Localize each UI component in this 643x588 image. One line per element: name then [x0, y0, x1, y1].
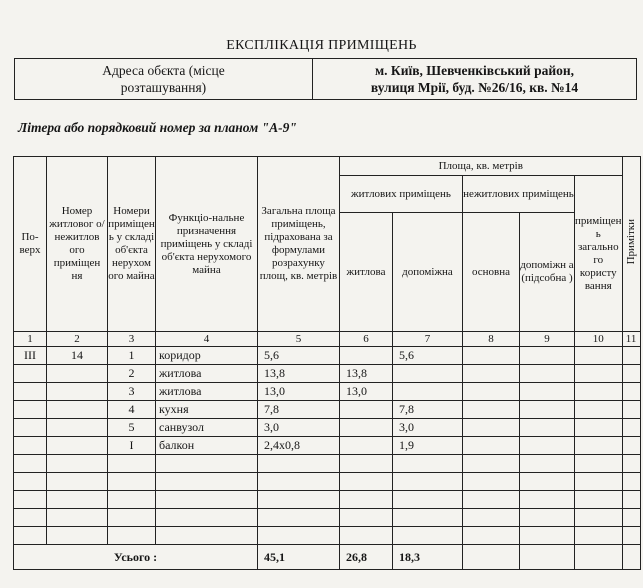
room-number-cell — [108, 509, 156, 527]
living-area-cell — [340, 419, 393, 437]
main-area-cell — [463, 509, 520, 527]
notes-cell — [622, 401, 640, 419]
plan-letter: Літера або порядковий номер за планом "А-9" — [18, 120, 297, 135]
premise-number-cell — [47, 419, 108, 437]
address-label-line1: Адреса обєкта (місце — [102, 63, 225, 78]
living-area-cell — [340, 347, 393, 365]
total-living: 26,8 — [340, 545, 393, 570]
auxiliary-area-cell — [393, 527, 463, 545]
living-area-cell: 13,8 — [340, 365, 393, 383]
main-area-cell — [463, 365, 520, 383]
common-use-cell — [575, 419, 623, 437]
function-cell — [156, 455, 258, 473]
common-use-cell — [575, 347, 623, 365]
room-number-cell: 2 — [108, 365, 156, 383]
auxiliary-utility-cell — [520, 455, 575, 473]
auxiliary-area-cell — [393, 455, 463, 473]
total-area-cell — [258, 491, 340, 509]
premise-number-cell: 14 — [47, 347, 108, 365]
notes-cell — [622, 365, 640, 383]
header-notes-label: Примітки — [624, 219, 637, 265]
total-area-cell: 5,6 — [258, 347, 340, 365]
common-use-cell — [575, 365, 623, 383]
header-nonliving: нежитлових приміщень — [463, 176, 575, 213]
premise-number-cell — [47, 473, 108, 491]
table-row — [14, 365, 641, 383]
room-number-cell: I — [108, 437, 156, 455]
total-area-cell: 13,0 — [258, 383, 340, 401]
notes-cell — [622, 437, 640, 455]
header-auxiliary-utility: допоміжн а (підсобна ) — [520, 213, 575, 332]
table-row — [14, 419, 641, 437]
living-area-cell — [340, 437, 393, 455]
column-number: 3 — [108, 332, 156, 347]
column-number: 10 — [575, 332, 623, 347]
floor-cell — [14, 383, 47, 401]
main-area-cell — [463, 527, 520, 545]
floor-cell — [14, 509, 47, 527]
header-main: основна — [463, 213, 520, 332]
common-use-cell — [575, 383, 623, 401]
column-numbers-row — [14, 332, 641, 347]
living-area-cell — [340, 473, 393, 491]
notes-cell — [622, 347, 640, 365]
premise-number-cell — [47, 455, 108, 473]
room-number-cell: 3 — [108, 383, 156, 401]
column-number: 2 — [47, 332, 108, 347]
total-area-cell: 13,8 — [258, 365, 340, 383]
function-cell: житлова — [156, 383, 258, 401]
column-number: 9 — [520, 332, 575, 347]
auxiliary-area-cell — [393, 509, 463, 527]
premise-number-cell — [47, 383, 108, 401]
room-number-cell — [108, 527, 156, 545]
auxiliary-utility-cell — [520, 401, 575, 419]
table-row — [14, 437, 641, 455]
address-value — [313, 59, 637, 100]
notes-cell — [622, 419, 640, 437]
function-cell — [156, 473, 258, 491]
address-value-line2: вулиця Мрії, буд. №26/16, кв. №14 — [370, 80, 579, 95]
table-row — [14, 455, 641, 473]
floor-cell: III — [14, 347, 47, 365]
main-area-cell — [463, 491, 520, 509]
column-number: 5 — [258, 332, 340, 347]
auxiliary-utility-cell — [520, 383, 575, 401]
function-cell — [156, 509, 258, 527]
column-number: 1 — [14, 332, 47, 347]
document-title: ЕКСПЛІКАЦІЯ ПРИМІЩЕНЬ — [226, 38, 417, 53]
room-number-cell: 4 — [108, 401, 156, 419]
auxiliary-area-cell: 1,9 — [393, 437, 463, 455]
column-number: 11 — [622, 332, 640, 347]
total-auxiliary: 18,3 — [393, 545, 463, 570]
living-area-cell — [340, 491, 393, 509]
main-area-cell — [463, 383, 520, 401]
floor-cell — [14, 401, 47, 419]
header-common-use: приміщен ь загально го користу вання — [575, 176, 623, 332]
header-premise-number: Номер житловог о/ нежитлов ого приміщен ня — [47, 157, 108, 332]
floor-cell — [14, 437, 47, 455]
floor-cell — [14, 527, 47, 545]
auxiliary-utility-cell — [520, 509, 575, 527]
header-function: Функціо-нальне призначення приміщень у складі об'єкта нерухомого майна — [156, 157, 258, 332]
total-row — [14, 545, 641, 570]
table-row — [14, 383, 641, 401]
common-use-cell — [575, 473, 623, 491]
table-row — [14, 347, 641, 365]
function-cell: житлова — [156, 365, 258, 383]
auxiliary-area-cell: 5,6 — [393, 347, 463, 365]
notes-cell — [622, 527, 640, 545]
main-area-cell — [463, 455, 520, 473]
header-room-numbers: Номери приміщен ь у складі об'єкта нерухом ого майна — [108, 157, 156, 332]
auxiliary-area-cell — [393, 383, 463, 401]
total-area: 45,1 — [258, 545, 340, 570]
table-row — [14, 527, 641, 545]
room-number-cell — [108, 455, 156, 473]
notes-cell — [622, 455, 640, 473]
function-cell: коридор — [156, 347, 258, 365]
total-area-cell: 2,4x0,8 — [258, 437, 340, 455]
auxiliary-area-cell: 3,0 — [393, 419, 463, 437]
room-number-cell: 1 — [108, 347, 156, 365]
auxiliary-utility-cell — [520, 419, 575, 437]
room-number-cell — [108, 491, 156, 509]
premise-number-cell — [47, 437, 108, 455]
living-area-cell — [340, 455, 393, 473]
auxiliary-utility-cell — [520, 491, 575, 509]
living-area-cell — [340, 527, 393, 545]
total-area-cell — [258, 455, 340, 473]
floor-cell — [14, 455, 47, 473]
main-area-cell — [463, 473, 520, 491]
auxiliary-utility-cell — [520, 365, 575, 383]
auxiliary-utility-cell — [520, 527, 575, 545]
auxiliary-area-cell — [393, 473, 463, 491]
header-living-area: житлова — [340, 213, 393, 332]
auxiliary-area-cell — [393, 365, 463, 383]
header-auxiliary-area: допоміжна — [393, 213, 463, 332]
auxiliary-utility-cell — [520, 473, 575, 491]
column-number: 8 — [463, 332, 520, 347]
total-area-cell: 7,8 — [258, 401, 340, 419]
auxiliary-utility-cell — [520, 437, 575, 455]
column-number: 6 — [340, 332, 393, 347]
floor-cell — [14, 365, 47, 383]
common-use-cell — [575, 509, 623, 527]
floor-cell — [14, 473, 47, 491]
function-cell: санвузол — [156, 419, 258, 437]
function-cell: кухня — [156, 401, 258, 419]
common-use-cell — [575, 455, 623, 473]
total-area-cell — [258, 509, 340, 527]
notes-cell — [622, 473, 640, 491]
total-area-cell — [258, 473, 340, 491]
total-common-use — [575, 545, 623, 570]
total-main — [463, 545, 520, 570]
table-row — [14, 491, 641, 509]
address-label — [15, 59, 313, 100]
notes-cell — [622, 509, 640, 527]
address-table — [14, 58, 637, 100]
address-value-line1: м. Київ, Шевченківський район, — [374, 63, 575, 78]
common-use-cell — [575, 527, 623, 545]
function-cell — [156, 527, 258, 545]
premise-number-cell — [47, 401, 108, 419]
common-use-cell — [575, 437, 623, 455]
premise-number-cell — [47, 365, 108, 383]
column-number: 4 — [156, 332, 258, 347]
header-living: житлових приміщень — [340, 176, 463, 213]
address-label-line2: розташування) — [120, 80, 207, 95]
notes-cell — [622, 491, 640, 509]
living-area-cell — [340, 509, 393, 527]
total-auxiliary-utility — [520, 545, 575, 570]
table-row — [14, 401, 641, 419]
common-use-cell — [575, 401, 623, 419]
header-total-area: Загальна площа приміщень, підрахована за формулами розрахунку площ, кв. метрів — [258, 157, 340, 332]
total-notes — [622, 545, 640, 570]
table-row — [14, 473, 641, 491]
total-area-cell — [258, 527, 340, 545]
living-area-cell: 13,0 — [340, 383, 393, 401]
total-label: Усього : — [14, 545, 258, 570]
header-area: Площа, кв. метрів — [340, 157, 623, 176]
auxiliary-utility-cell — [520, 347, 575, 365]
function-cell — [156, 491, 258, 509]
main-area-cell — [463, 347, 520, 365]
auxiliary-area-cell: 7,8 — [393, 401, 463, 419]
room-number-cell: 5 — [108, 419, 156, 437]
main-area-cell — [463, 437, 520, 455]
room-number-cell — [108, 473, 156, 491]
notes-cell — [622, 383, 640, 401]
auxiliary-area-cell — [393, 491, 463, 509]
main-area-cell — [463, 401, 520, 419]
living-area-cell — [340, 401, 393, 419]
common-use-cell — [575, 491, 623, 509]
header-floor: По-верх — [14, 157, 47, 332]
explication-table — [13, 156, 641, 570]
floor-cell — [14, 491, 47, 509]
main-area-cell — [463, 419, 520, 437]
table-body — [14, 347, 641, 545]
total-area-cell: 3,0 — [258, 419, 340, 437]
function-cell: балкон — [156, 437, 258, 455]
floor-cell — [14, 419, 47, 437]
premise-number-cell — [47, 509, 108, 527]
premise-number-cell — [47, 491, 108, 509]
column-number: 7 — [393, 332, 463, 347]
header-notes — [622, 157, 640, 332]
table-row — [14, 509, 641, 527]
premise-number-cell — [47, 527, 108, 545]
